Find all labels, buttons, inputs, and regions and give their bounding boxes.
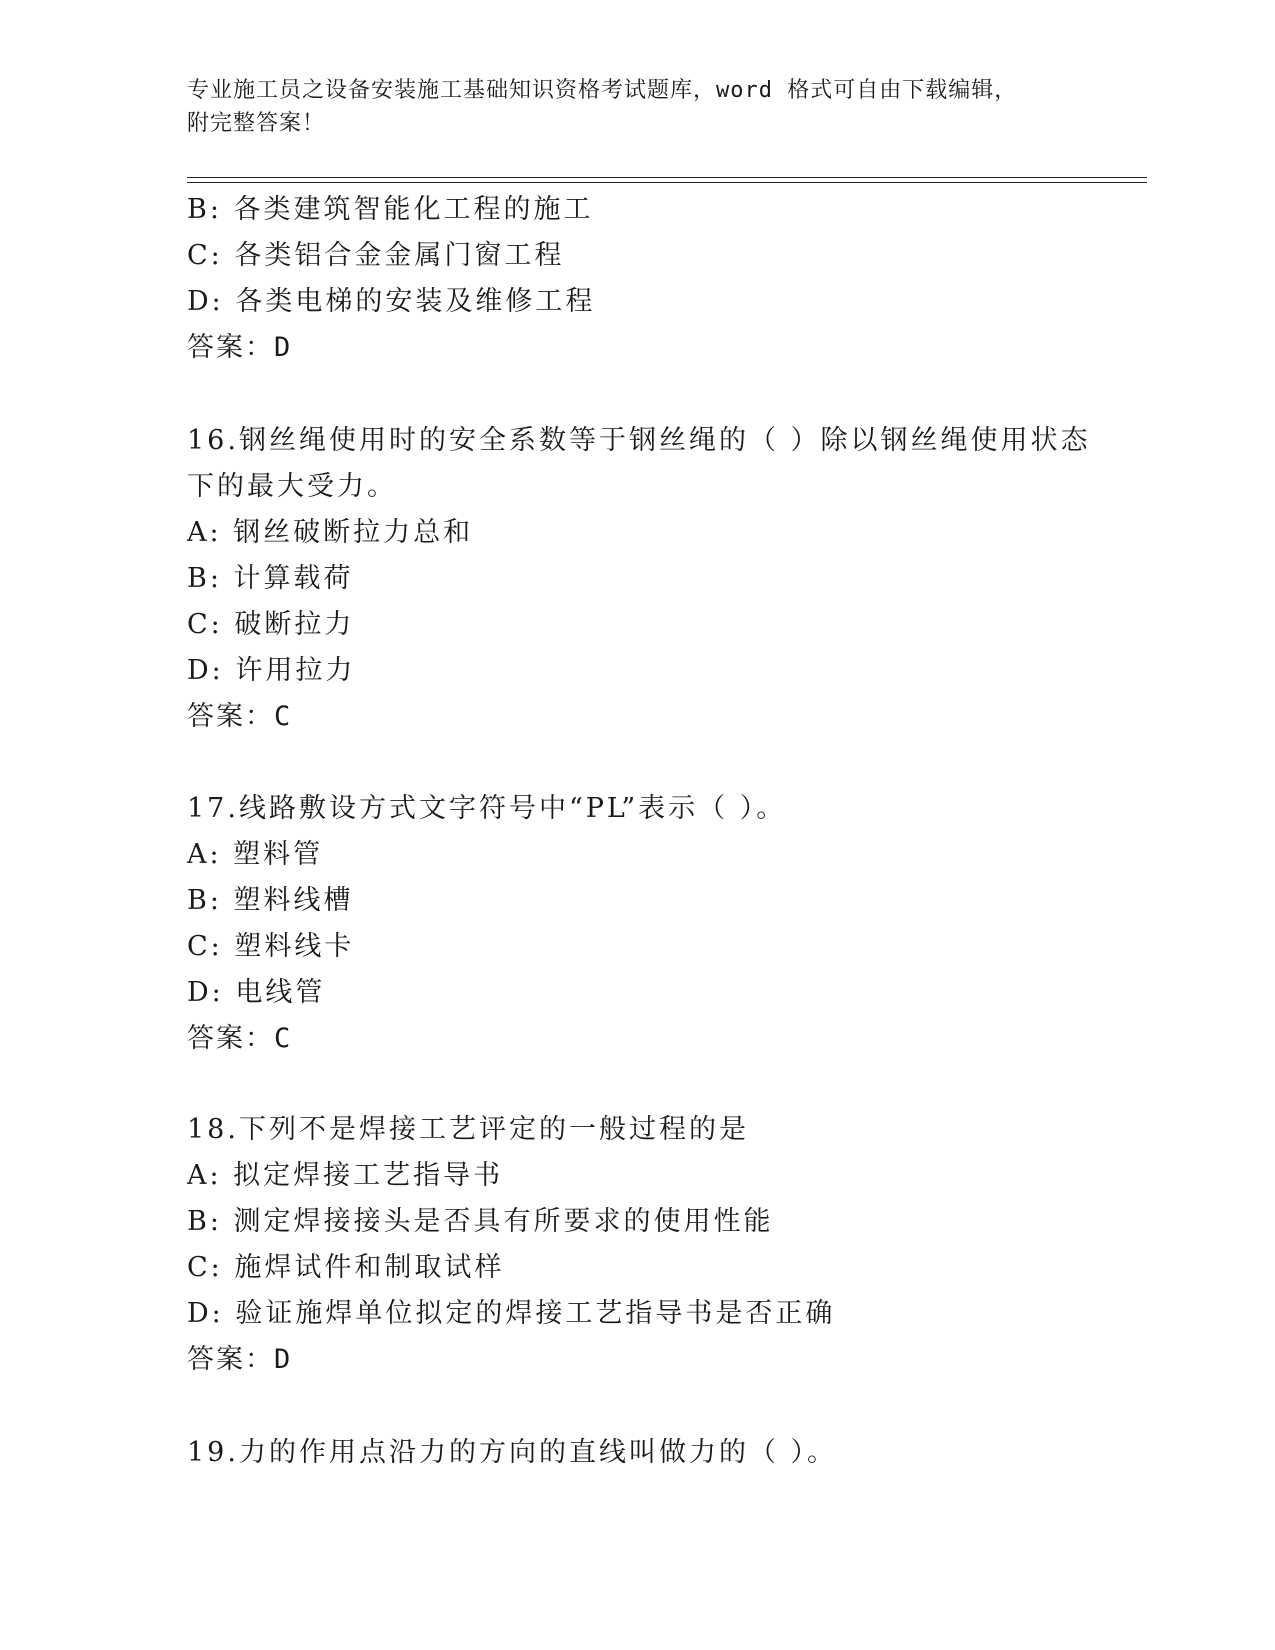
q17-stem: 17.线路敷设方式文字符号中“PL”表示（ ）。 — [187, 793, 787, 824]
header-divider-bottom — [187, 182, 1147, 183]
q16-option-a: A: 钢丝破断拉力总和 — [187, 517, 474, 548]
q16-option-b: B: 计算载荷 — [187, 563, 354, 594]
q15-option-c: C: 各类铝合金金属门窗工程 — [187, 240, 565, 271]
q18-answer: 答案：D — [187, 1344, 293, 1375]
q17-answer: 答案：C — [187, 1023, 293, 1054]
q15-answer: 答案：D — [187, 332, 293, 363]
q18-stem: 18.下列不是焊接工艺评定的一般过程的是 — [187, 1114, 749, 1145]
header-line-1: 专业施工员之设备安装施工基础知识资格考试题库，word 格式可自由下载编辑， — [187, 78, 1018, 103]
q17-option-b: B: 塑料线槽 — [187, 885, 354, 916]
q15-option-d: D: 各类电梯的安装及维修工程 — [187, 286, 596, 317]
header-line-2: 附完整答案！ — [187, 111, 326, 136]
q18-option-b: B: 测定焊接接头是否具有所要求的使用性能 — [187, 1206, 774, 1237]
q16-stem-line-1: 16.钢丝绳使用时的安全系数等于钢丝绳的（ ）除以钢丝绳使用状态 — [187, 425, 1091, 456]
q16-option-c: C: 破断拉力 — [187, 609, 355, 640]
q17-option-c: C: 塑料线卡 — [187, 931, 355, 962]
q16-stem-line-2: 下的最大受力。 — [187, 471, 397, 502]
q17-option-d: D: 电线管 — [187, 977, 326, 1008]
header-divider-top — [187, 177, 1147, 178]
q17-option-a: A: 塑料管 — [187, 839, 324, 870]
document-header — [187, 74, 1067, 140]
q19-stem: 19.力的作用点沿力的方向的直线叫做力的（ ）。 — [187, 1437, 838, 1468]
q15-option-b: B: 各类建筑智能化工程的施工 — [187, 194, 594, 225]
q18-option-d: D: 验证施焊单位拟定的焊接工艺指导书是否正确 — [187, 1298, 836, 1329]
q18-option-a: A: 拟定焊接工艺指导书 — [187, 1160, 504, 1191]
q18-option-c: C: 施焊试件和制取试样 — [187, 1252, 505, 1283]
q16-answer: 答案：C — [187, 701, 293, 732]
q16-option-d: D: 许用拉力 — [187, 655, 356, 686]
